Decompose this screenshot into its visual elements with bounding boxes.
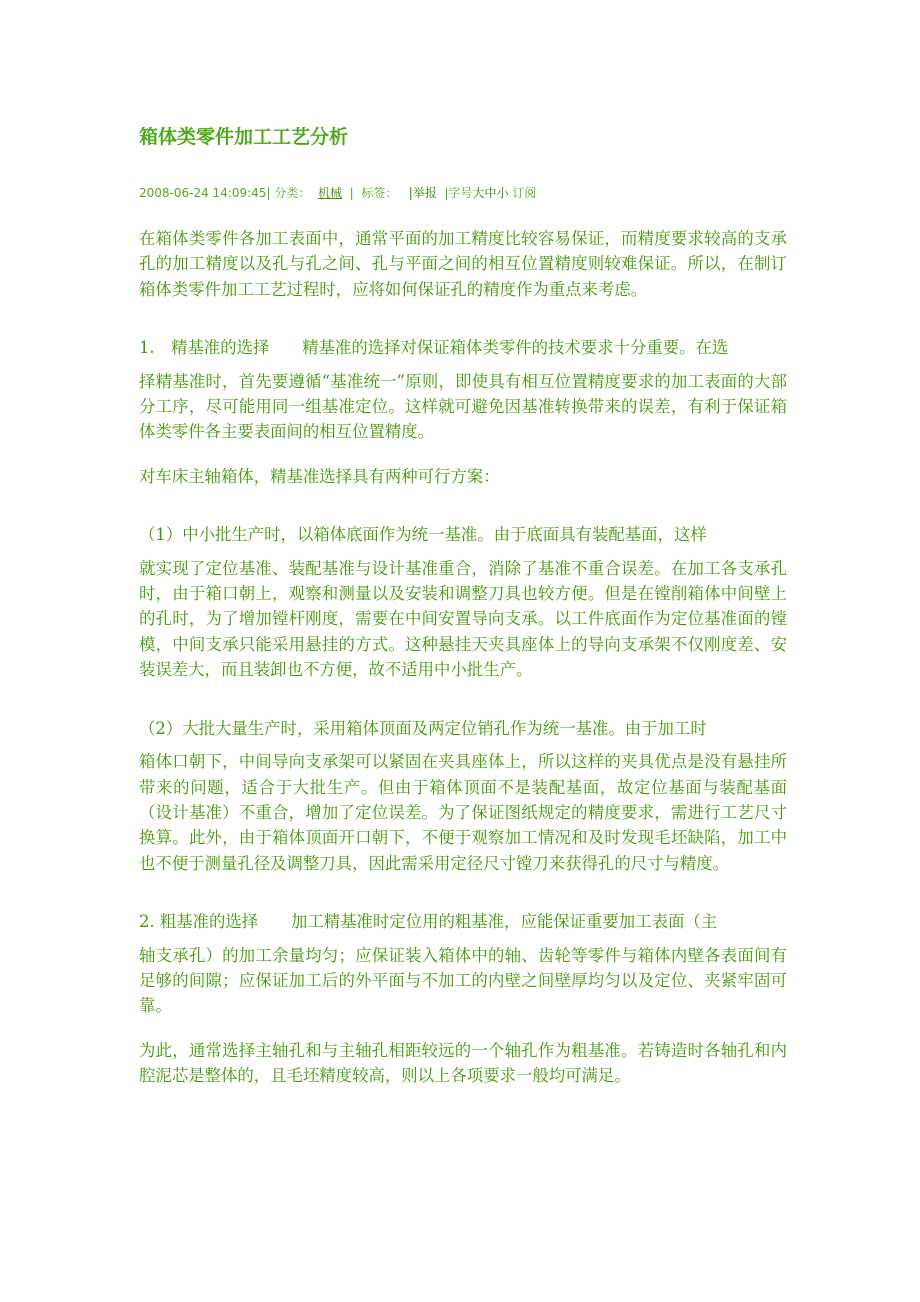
meta-separator: | — [349, 186, 354, 200]
article-meta — [139, 184, 536, 201]
scheme-2-lead: （2）大批大量生产时，采用箱体顶面及两定位销孔作为统一基准。由于加工时 — [139, 718, 707, 738]
paragraph-text: 为此，通常选择主轴孔和与主轴孔相距较远的一个轴孔作为粗基准。若铸造时各轴孔和内腔泥芯是整体的，且毛坯精度较高，则以上各项要求一般均可满足。 — [139, 1040, 787, 1086]
paragraph-text: 箱体口朝下，中间导向支承架可以紧固在夹具座体上，所以这样的夹具优点是没有悬挂所带来的问题，适合于大批生产。但由于箱体顶面不是装配基面，故定位基面与装配基面（设计基准）不重合，增加了定位误差。为了保证图纸规定的精度要求，需进行工艺尺寸换算。此外，由于箱体顶面开口朝下，不便于观察加工情况和及时发现毛坯缺陷，加工中也不便于测量孔径及调整刀具，因此需采用定径尺寸镗刀来获得孔的尺寸与精度。 — [139, 752, 787, 873]
paragraph-rough-datum — [139, 909, 787, 1019]
article-body — [139, 226, 787, 1122]
article-title: 箱体类零件加工工艺分析 — [139, 126, 349, 148]
section-heading-rough-datum: 2. 粗基准的选择 加工精基准时定位用的粗基准，应能保证重要加工表面（主 — [139, 912, 718, 932]
category-label: 分类： — [274, 186, 311, 200]
paragraph-schemes — [139, 464, 787, 489]
category-link[interactable]: 机械 — [317, 186, 342, 200]
paragraph-intro — [139, 226, 787, 302]
font-size-large-link[interactable]: 大 — [472, 186, 485, 200]
post-datetime: 2008-06-24 14:09:45| — [139, 186, 271, 200]
paragraph-scheme-2 — [139, 716, 787, 876]
paragraph-text: 择精基准时，首先要遵循“基准统一”原则，即使具有相互位置精度要求的加工表面的大部分工序，尽可能用同一组基准定位。这样就可避免因基准转换带来的误差，有利于保证箱体类零件各主要表面间的相互位置精度。 — [139, 371, 787, 442]
font-size-small-link[interactable]: 小 — [496, 186, 509, 200]
paragraph-text: 轴支承孔）的加工余量均匀；应保证装入箱体中的轴、齿轮等零件与箱体内壁各表面间有足够的间隙；应保证加工后的外平面与不加工的内壁之间壁厚均匀以及定位、夹紧牢固可靠。 — [139, 945, 787, 1016]
paragraph-fine-datum — [139, 335, 787, 445]
report-link[interactable]: |举报 — [408, 186, 437, 200]
paragraph-text: 就实现了定位基准、装配基准与设计基准重合，消除了基准不重合误差。在加工各支承孔时，由于箱口朝上，观察和测量以及安装和调整刀具也较方便。但是在镗削箱体中间壁上的孔时，为了增加镗杆刚度，需要在中间安置导向支承。以工件底面作为定位基准面的镗模，中间支承只能采用悬挂的方式。这种悬挂天夹具座体上的导向支承架不仅刚度差、安装误差大，而且装卸也不方便，故不适用中小批生产。 — [139, 558, 787, 680]
paragraph-conclusion — [139, 1038, 787, 1089]
section-heading-fine-datum: 1. 精基准的选择 精基准的选择对保证箱体类零件的技术要求十分重要。在选 — [139, 338, 729, 358]
paragraph-text: 对车床主轴箱体，精基准选择具有两种可行方案： — [139, 466, 500, 486]
font-size-medium-link[interactable]: 中 — [484, 186, 497, 200]
subscribe-link[interactable]: 订阅 — [512, 186, 537, 200]
paragraph-text: 在箱体类零件各加工表面中，通常平面的加工精度比较容易保证，而精度要求较高的支承孔的加工精度以及孔与孔之间、孔与平面之间的相互位置精度则较难保证。所以，在制订箱体类零件加工工艺过程时，应将如何保证孔的精度作为重点来考虑。 — [139, 229, 787, 299]
paragraph-scheme-1 — [139, 522, 787, 682]
tags-label: 标签： — [361, 186, 398, 200]
scheme-1-lead: （1）中小批生产时，以箱体底面作为统一基准。由于底面具有装配基面，这样 — [139, 525, 707, 545]
font-size-label: |字号 — [444, 186, 473, 200]
